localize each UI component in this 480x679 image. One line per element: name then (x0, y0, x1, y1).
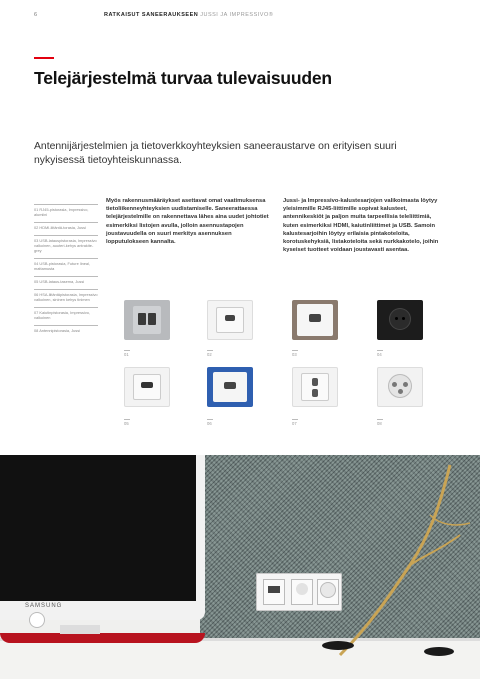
product-number: 04 (377, 352, 382, 357)
product-08 (377, 367, 423, 426)
running-title: RATKAISUT SANEERAUKSEEN (104, 12, 199, 18)
running-header (104, 12, 273, 18)
caption-item: 05 USB-lataus-tasema, Jussi (34, 276, 98, 284)
product-05 (124, 367, 170, 426)
product-01 (124, 300, 170, 357)
living-room-photo (0, 455, 480, 679)
page-number: 6 (34, 12, 38, 18)
caption-item: 04 USB-pistorasia, Future lineal, mattamusta (34, 258, 98, 271)
tv-brand: SAMSUNG (25, 603, 63, 609)
product-number: 02 (207, 352, 212, 357)
product-number: 08 (377, 421, 382, 426)
caption-item: 08 Antennipistorasia, Jussi (34, 325, 98, 333)
caption-item: 07 Kaiutinpistorasia, Impressivo, valkoinen (34, 307, 98, 320)
product-number: 06 (207, 421, 212, 426)
product-03 (292, 300, 338, 357)
product-07 (292, 367, 338, 426)
product-04 (377, 300, 423, 357)
product-number: 03 (292, 352, 297, 357)
caption-list (34, 204, 98, 338)
product-number: 01 (124, 352, 129, 357)
lead-paragraph: Antennijärjestelmien ja tietoverkkoyhteyksien saneeraustarve on erityisen suuri nykyisessä tietoyhteiskunnassa. (34, 141, 397, 166)
product-02 (207, 300, 253, 357)
caption-item: 01 RJ45-pistorasia, Impressivo, alumiini (34, 204, 98, 217)
running-subtitle: JUSSI JA IMPRESSIVO® (200, 12, 274, 18)
caption-item: 03 USB-latauspistorasia, Impressivo valkoinen, auuteri-kehys antrakite-grey (34, 235, 98, 253)
product-number: 05 (124, 421, 129, 426)
page-title: Telejärjestelmä turvaa tulevaisuuden (34, 68, 332, 88)
accent-bar (34, 57, 54, 59)
caption-item: 06 HSA-liitäntäpistorasia, Impressivo valkoinen, sininen kehys tinimen (34, 289, 98, 302)
body-column-1: Myös rakennusmääräykset asettavat omat vaatimuksensa tietoliikenneyhteyksien uudistamiselle. Saneerattaessa telejärjestelmille on rakennettava lähes aina uudet johtotiet esimerkiksi listojen avulla, jolloin asennustapojen joustavuudella on suuri merkitys asennuksen lopputulokseen kannalta. (106, 198, 269, 246)
product-06 (207, 367, 253, 426)
caption-item: 02 HDMI-liitäntä-torasia, Jussi (34, 222, 98, 230)
product-number: 07 (292, 421, 297, 426)
body-column-2: Jussi- ja Impressivo-kalustesarjojen valikoimasta löytyy yleisimmille RJ45-liittimille sopivat kalusteet, antennikeskiöt ja paljon muita tarpeellisia teleliittimiä, kuten esimerkiksi HDMI, kaiutinliittimet ja USB. Samoin kalustesarjoihin löytyy erilaisia pintakoteloita, korotuskehyksiä, listakoteloita sekä nurkkakotelo, joihin kyseiset tuotteet voidaan joustavasti asentaa. (283, 198, 439, 254)
